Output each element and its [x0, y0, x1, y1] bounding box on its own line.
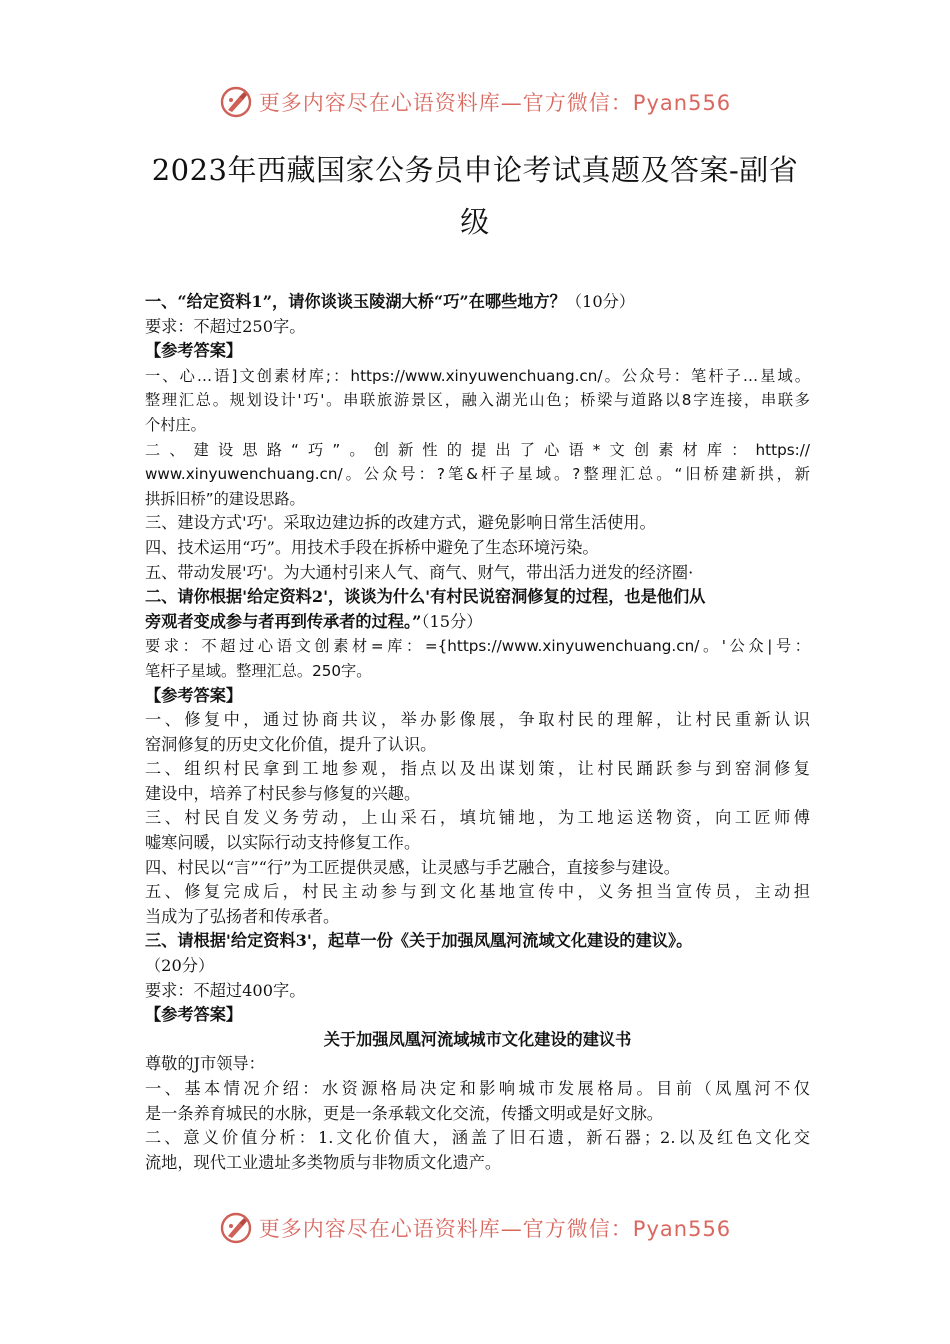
q2-answer-1b: 窑洞修复的历史文化价值，提升了认识。 — [145, 734, 437, 754]
q3-requirement: 要求：不超过400字。 — [145, 980, 306, 1000]
q1-answer-1c: 个村庄。 — [145, 415, 206, 434]
q3-para-2a: 二、意义价值分析：1.文化价值大，涵盖了旧石遗，新石器；2.以及红色文化交 — [145, 1128, 810, 1148]
q2-answer-2a: 二、组织村民拿到工地参观，指点以及出谋划策，让村民踊跃参与到窑洞修复 — [145, 759, 810, 779]
q3-para-2b: 流地，现代工业遗址多类物质与非物质文化遗产。 — [145, 1152, 502, 1172]
q2-answer-1a: 一、修复中，通过协商共议，举办影像展，争取村民的理解，让村民重新认识 — [145, 710, 810, 730]
q3-question: 三、请根据'给定资料3'，起草一份《关于加强凤凰河流域文化建设的建议》。 — [145, 931, 693, 951]
q1-answer-2c: 拱拆旧桥”的建设思路。 — [145, 489, 305, 508]
q2-question-1: 二、请你根据'给定资料2'，谈谈为什么'有村民说窑洞修复的过程，也是他们从 — [145, 587, 706, 607]
watermark-text: 更多内容尽在心语资料库—官方微信：Pyan556 — [258, 91, 732, 115]
q2-requirement-2: 笔杆子星域。整理汇总。250字。 — [145, 661, 372, 680]
q1-answer-1b: 整理汇总。规划设计'巧'。串联旅游景区，融入湖光山色；桥梁与道路以8字连接，串联多 — [145, 391, 810, 410]
q3-score: （20分） — [145, 956, 215, 976]
q1-answer-5: 五、带动发展'巧'。为大通村引来人气、商气、财气，带出活力迸发的经济圈· — [145, 562, 694, 582]
q3-answer-heading: 【参考答案】 — [145, 1005, 243, 1025]
pen-nib-seal-icon — [219, 1211, 253, 1245]
q2-answer-4: 四、村民以“言”“行”为工匠提供灵感，让灵感与手艺融合，直接参与建设。 — [145, 857, 680, 877]
title-line-2: 级 — [460, 205, 490, 239]
q3-para-1a: 一、基本情况介绍：水资源格局决定和影响城市发展格局。目前（凤凰河不仅 — [145, 1079, 810, 1098]
q2-answer-3a: 三、村民自发义务劳动，上山采石，填坑铺地，为工地运送物资，向工匠师傅 — [145, 808, 810, 828]
q1-answer-heading: 【参考答案】 — [145, 341, 243, 361]
q2-answer-2b: 建设中，培养了村民参与修复的兴趣。 — [145, 783, 421, 803]
q1-requirement: 要求：不超过250字。 — [145, 316, 306, 336]
q1-answer-1a: 一、心…语]文创素材库;：https://www.xinyuwenchuang.cn/。公众号：笔杆子…星域。 — [145, 366, 810, 385]
q1-answer-3: 三、建设方式'巧'。采取边建边拆的改建方式，避免影响日常生活使用。 — [145, 513, 656, 533]
pen-nib-seal-icon — [219, 85, 253, 119]
q1-answer-4: 四、技术运用“巧”。用技术手段在拆桥中避免了生态环境污染。 — [145, 537, 599, 557]
q3-doc-title: 关于加强凤凰河流域城市文化建设的建议书 — [323, 1029, 632, 1049]
q2-answer-5b: 当成为了弘扬者和传承者。 — [145, 906, 340, 926]
q2-question-2: 旁观者变成参与者再到传承者的过程。”（15分） — [145, 611, 483, 631]
footer-watermark — [0, 1206, 950, 1250]
q2-answer-3b: 嘘寒问暖，以实际行动支持修复工作。 — [145, 833, 421, 853]
q2-answer-heading: 【参考答案】 — [145, 685, 243, 705]
q1-answer-2a: 二、建设思路“巧”。创新性的提出了心语*文创素材库：https:// — [145, 440, 810, 459]
watermark-text: 更多内容尽在心语资料库—官方微信：Pyan556 — [258, 1217, 732, 1241]
q3-salutation: 尊敬的J市领导： — [145, 1054, 265, 1074]
q1-question: 一、“给定资料1”，请你谈谈玉陵湖大桥“巧”在哪些地方？（10分） — [145, 292, 635, 311]
header-watermark — [0, 80, 950, 124]
q3-para-1b: 是一条养育城民的水脉，更是一条承载文化交流，传播文明或是好文脉。 — [145, 1103, 663, 1123]
title-line-1: 2023年西藏国家公务员申论考试真题及答案-副省 — [151, 153, 799, 187]
q2-answer-5a: 五、修复完成后，村民主动参与到文化基地宣传中，义务担当宣传员，主动担 — [145, 882, 810, 902]
q2-requirement-1: 要求：不超过心语文创素材=库：={https://www.xinyuwenchuang.cn/。'公众|号： — [145, 637, 810, 656]
page-title — [100, 144, 850, 248]
q1-answer-2b: www.xinyuwenchuang.cn/。公众号：?笔&杆子星域。?整理汇总。“旧桥建新拱，新 — [145, 465, 810, 484]
document-body — [145, 290, 810, 1175]
